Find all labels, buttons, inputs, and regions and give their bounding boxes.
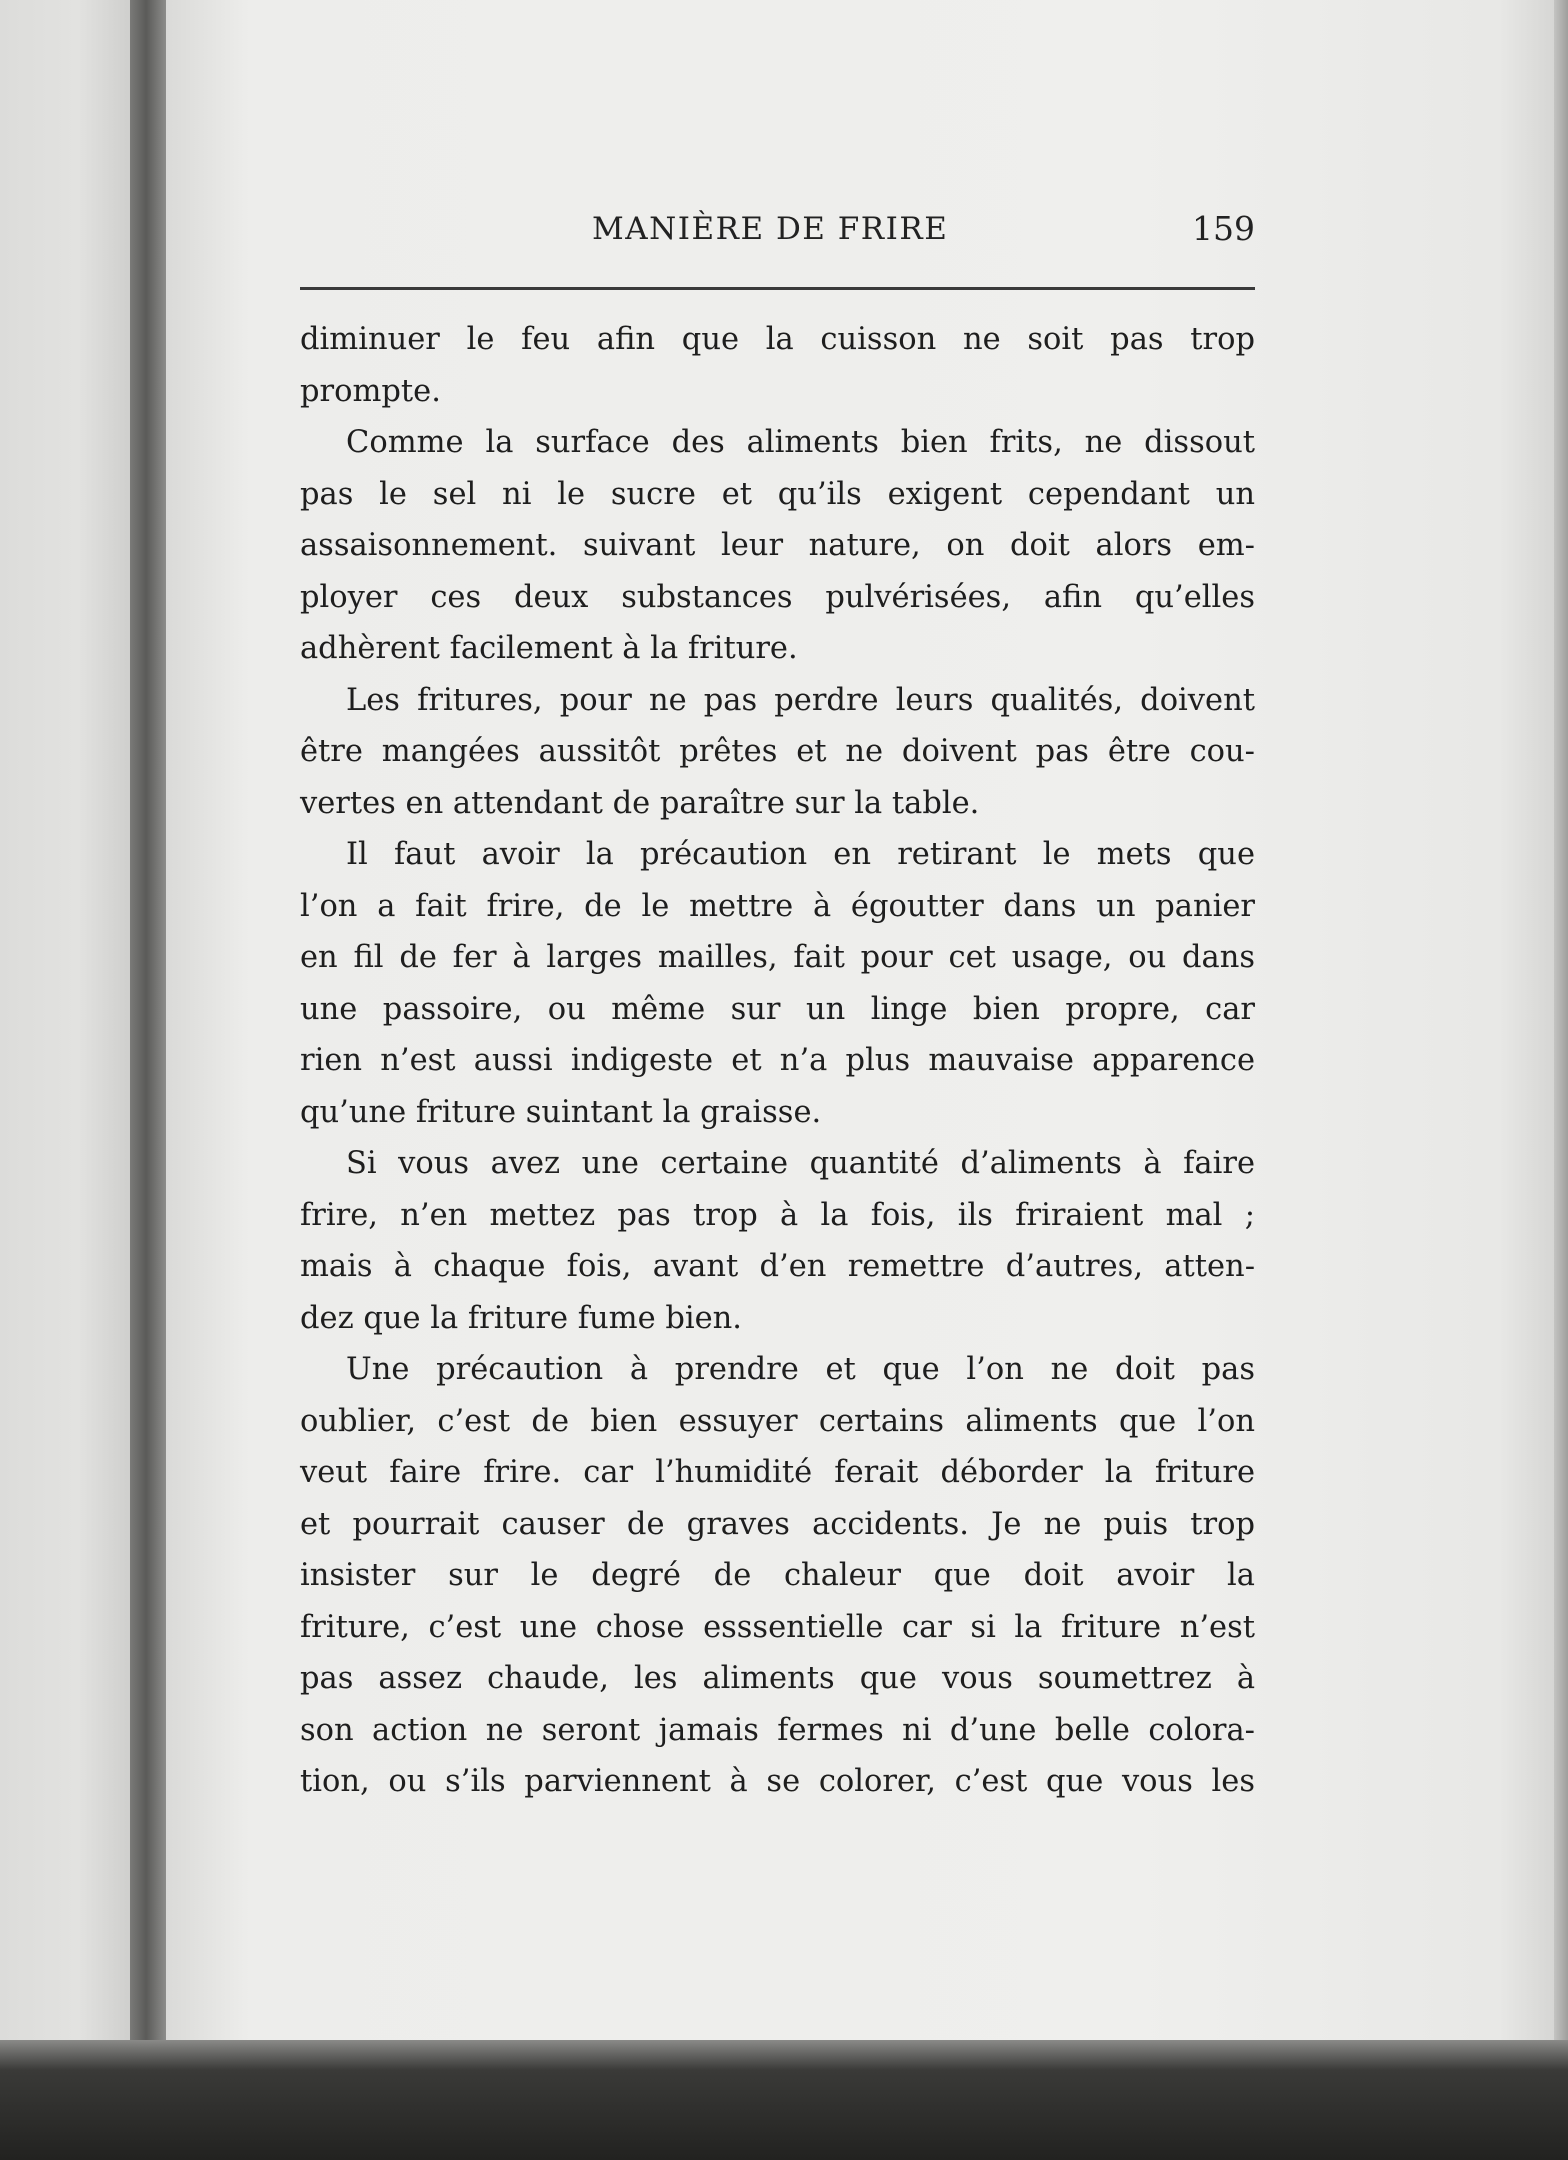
text-line: assaisonnement. suivant leur nature, on doit alors em- [300,528,1255,563]
text-line: une passoire, ou même sur un linge bien propre, car [300,991,1255,1027]
text-line: adhèrent facilement à la friture. [300,631,798,666]
text-line: Les fritures, pour ne pas perdre leurs qualités, doivent [346,682,1255,718]
text-line: tion, ou s’ils parviennent à se colorer, c’est que vous les [300,1764,1255,1799]
text-line: Une précaution à prendre et que l’on ne doit pas [346,1352,1255,1387]
scanner-bottom-edge [0,2040,1568,2160]
body-text [300,314,1255,1808]
page-header [300,205,1255,265]
text-line: prompte. [300,373,441,409]
text-line: Il faut avoir la précaution en retirant le mets que [346,837,1255,872]
text-line: l’on a fait frire, de le mettre à égoutter dans un panier [300,888,1255,924]
header-rule [300,287,1255,290]
text-line: dez que la friture fume bien. [300,1300,742,1336]
text-line: pas le sel ni le sucre et qu’ils exigent cependant un [300,476,1255,512]
text-line: diminuer le feu afin que la cuisson ne soit pas trop [300,322,1255,357]
running-head: MANIÈRE DE FRIRE [592,211,949,247]
text-line: mais à chaque fois, avant d’en remettre d’autres, atten- [300,1249,1255,1284]
page-number: 159 [1192,209,1255,248]
text-line: friture, c’est une chose esssentielle car si la friture n’est [300,1609,1255,1645]
text-line: ployer ces deux substances pulvérisées, afin qu’elles [300,579,1255,615]
text-line: oublier, c’est de bien essuyer certains aliments que l’on [300,1403,1255,1439]
text-line: son action ne seront jamais fermes ni d’une belle colora- [300,1712,1255,1748]
text-line: et pourrait causer de graves accidents. Je ne puis trop [300,1506,1255,1542]
text-line: insister sur le degré de chaleur que doit avoir la [300,1558,1255,1593]
left-margin [0,0,130,2060]
text-line: Comme la surface des aliments bien frits, ne dissout [346,425,1255,460]
text-line: vertes en attendant de paraître sur la table. [300,785,980,821]
text-line: frire, n’en mettez pas trop à la fois, ils friraient mal ; [300,1197,1255,1233]
text-line: rien n’est aussi indigeste et n’a plus mauvaise apparence [300,1043,1255,1078]
text-line: Si vous avez une certaine quantité d’aliments à faire [346,1146,1255,1181]
text-line: être mangées aussitôt prêtes et ne doivent pas être cou- [300,734,1255,769]
text-line: pas assez chaude, les aliments que vous soumettrez à [300,1661,1255,1696]
text-line: veut faire frire. car l’humidité ferait déborder la friture [300,1455,1255,1490]
text-line: en fil de fer à larges mailles, fait pour cet usage, ou dans [300,940,1255,975]
text-line: qu’une friture suintant la graisse. [300,1094,822,1130]
book-gutter [130,0,166,2060]
page-right-edge [1554,0,1568,2060]
